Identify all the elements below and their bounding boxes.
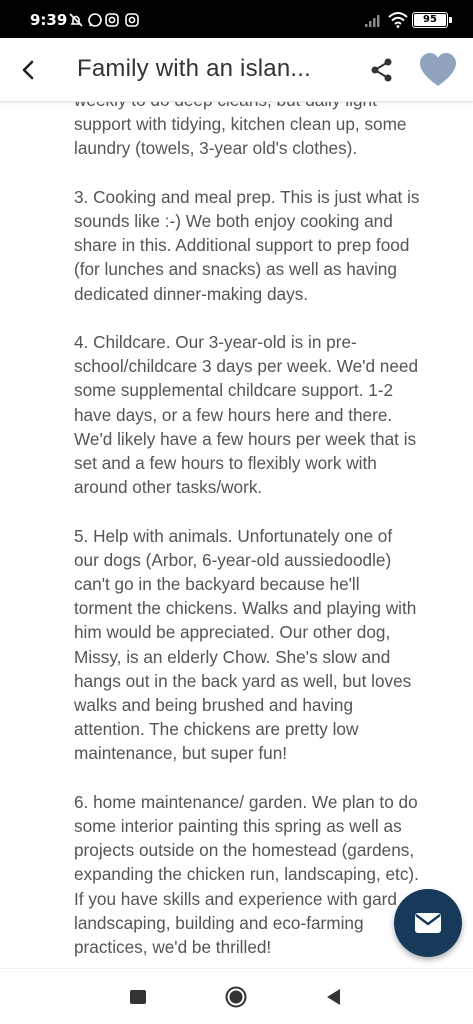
text-line: If you have skills and experience with gard [74, 888, 397, 909]
text-line: can't go in the backyard because he'll [74, 574, 360, 595]
instagram-icon [126, 14, 138, 26]
text-line: projects outside on the homestead (gardens, [74, 840, 415, 861]
app-bar [0, 38, 473, 102]
battery-icon [412, 12, 448, 28]
message-button[interactable] [394, 889, 462, 957]
text-line: school/childcare 3 days per week. We'd need [74, 356, 419, 377]
text-line: our dogs (Arbor, 6-year-old aussiedoodle) [74, 549, 392, 570]
text-line: around other tasks/work. [74, 477, 263, 498]
signal-icon [364, 12, 384, 28]
text-line: support with tidying, kitchen clean up, some [74, 114, 407, 135]
heart-icon[interactable] [418, 52, 458, 88]
description-paragraph [74, 790, 444, 959]
back-chevron-icon[interactable] [14, 55, 44, 85]
text-line: 3. Cooking and meal prep. This is just what is [74, 186, 420, 207]
text-line: torment the chickens. Walks and playing with [74, 598, 417, 619]
text-line: him would be appreciated. Our other dog, [74, 622, 391, 643]
text-line: laundry (towels, 3-year old's clothes). [74, 138, 358, 159]
text-line: 4. Childcare. Our 3-year-old is in pre- [74, 332, 357, 352]
muted-bell-icon [70, 14, 82, 26]
text-line: Missy, is an elderly Chow. She's slow and [74, 646, 391, 667]
text-line: We'd likely have a few hours per week that is [74, 428, 417, 449]
text-line: share in this. Additional support to prep food [74, 235, 410, 256]
text-line: walks and being brushed and having [74, 695, 354, 716]
text-line: have days, or a few hours here and there. [74, 404, 393, 425]
wifi-icon [388, 11, 408, 28]
status-time: 9:39 [30, 11, 68, 29]
text-line: 5. Help with animals. Unfortunately one of [74, 525, 393, 546]
description-text [74, 88, 444, 983]
share-icon[interactable] [368, 56, 396, 84]
status-bar [0, 0, 473, 38]
battery-nub [449, 17, 452, 23]
mail-icon [414, 911, 442, 935]
text-line: dedicated dinner-making days. [74, 283, 309, 304]
text-line: landscaping, building and eco-farming [74, 912, 364, 933]
instagram-icon [106, 14, 118, 26]
home-circle-icon[interactable] [225, 986, 247, 1008]
page-title: Family with an islan... [77, 55, 312, 82]
text-line: hangs out in the back yard as well, but loves [74, 670, 412, 691]
description-paragraph [74, 330, 444, 499]
description-paragraph [74, 524, 444, 766]
text-line: expanding the chicken run, landscaping, etc). [74, 864, 419, 885]
description-paragraph [74, 185, 444, 306]
whatsapp-icon [89, 14, 101, 26]
battery-level: 95 [423, 14, 437, 25]
notification-icons [68, 12, 148, 28]
text-line: sounds like :-) We both enjoy cooking and [74, 211, 393, 231]
text-line: some interior painting this spring as well as [74, 816, 402, 837]
text-line: practices, we'd be thrilled! [74, 937, 272, 958]
text-line: (for lunches and snacks) as well as having [74, 259, 397, 280]
text-line: some supplemental childcare support. 1-2 [74, 380, 394, 401]
system-nav-bar [0, 968, 473, 1024]
text-line: set and a few hours to flexibly work with [74, 453, 377, 474]
text-line: 6. home maintenance/ garden. We plan to do [74, 791, 418, 812]
back-triangle-icon[interactable] [324, 987, 342, 1007]
text-line: maintenance, but super fun! [74, 743, 288, 764]
description-content [0, 102, 473, 968]
recents-square-icon[interactable] [130, 990, 146, 1004]
text-line: attention. The chickens are pretty low [74, 719, 359, 740]
